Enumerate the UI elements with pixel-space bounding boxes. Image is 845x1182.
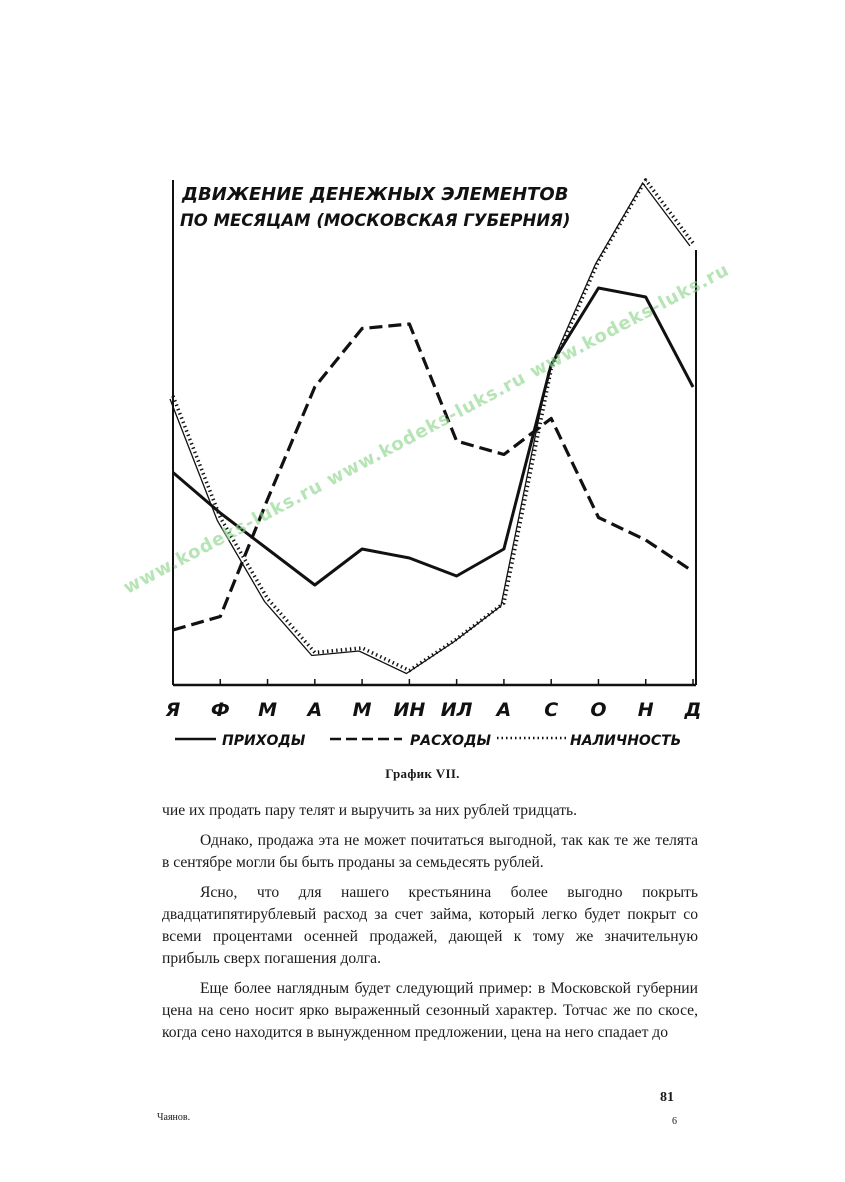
footer-signature: Чаянов. [157,1112,191,1123]
legend-label-prikhody: ПРИХОДЫ [222,733,306,749]
x-tick-label: Я [165,699,181,721]
x-tick-label: ИЛ [440,699,473,721]
x-tick-label: Н [637,699,654,721]
paragraph-4: Еще более наглядным будет следующий пример: в Московской губернии цена на сено носит ярко выраженный сезонный характер. Тотчас же по скосе, когда сено находится в вынужденном предложении, цена на него спадает до [162,980,698,1041]
x-tick-label: ИН [393,699,426,721]
x-tick-label: Ф [210,699,230,721]
footer-mark: 6 [672,1116,677,1127]
paragraph-3: Ясно, что для нашего крестьянина более выгодно покрыть двадцатипятирублевый расход за счет займа, который легко будет покрыт со всеми процентами осенней продажей, дающей к тому же значительную прибыль сверх погашения долга. [162,884,698,967]
paragraph-1: чие их продать пару телят и выручить за них рублей тридцать. [162,802,578,819]
x-tick-label: Д [684,699,702,721]
paragraph-2: Однако, продажа эта не может почитаться выгодной, так как те же телята в сентябре могли бы быть проданы за семьдесять рублей. [162,832,698,871]
figure-caption: График VII. [385,766,460,781]
watermark: www.kodeks-luks.ru www.kodeks-luks.ru www.kodeks-luks.ru [120,259,734,599]
legend-label-nalichnost: НАЛИЧНОСТЬ [570,733,682,749]
x-tick-label: С [544,699,559,721]
legend [175,733,681,749]
chart-title: ДВИЖЕНИЕ ДЕНЕЖНЫХ ЭЛЕМЕНТОВ [182,184,569,205]
legend-label-raskhody: РАСХОДЫ [410,733,492,749]
series-line-raskhody [173,324,693,630]
page-number: 81 [660,1090,674,1105]
x-tick-label: М [352,699,372,721]
x-tick-label: О [590,699,607,721]
x-tick-label: А [307,699,323,721]
x-tick-label: А [496,699,512,721]
chart-subtitle: ПО МЕСЯЦАМ (МОСКОВСКАЯ ГУБЕРНИЯ) [180,211,571,230]
x-tick-label: М [258,699,278,721]
body-text [162,800,698,1052]
